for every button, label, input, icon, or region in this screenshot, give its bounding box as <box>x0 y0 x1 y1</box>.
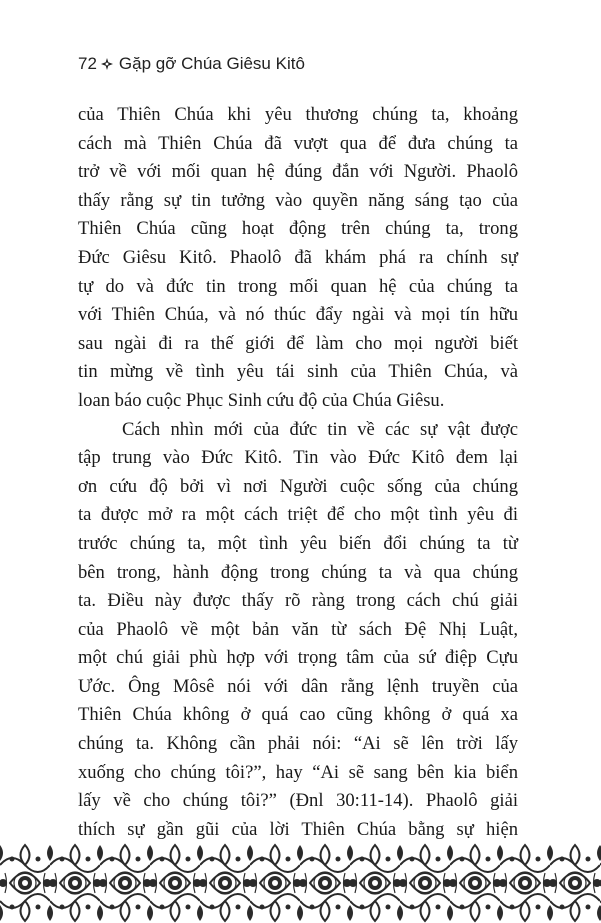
text-line: tập trung vào Đức Kitô. Tin vào Đức Kitô đem lại <box>78 447 518 469</box>
floral-border-ornament <box>0 843 601 923</box>
text-line: với Thiên Chúa, và nó thúc đẩy ngài và mọi tín hữu <box>78 304 518 326</box>
text-line: loan báo cuộc Phục Sinh cứu độ của Chúa Giêsu. <box>78 389 445 411</box>
page-number: 72 <box>78 54 97 73</box>
text-line: của Thiên Chúa khi yêu thương chúng ta, khoảng <box>78 104 518 125</box>
cross-ornament-icon <box>101 58 113 70</box>
running-header <box>78 50 305 78</box>
body-text <box>78 101 518 873</box>
running-title: Gặp gỡ Chúa Giêsu Kitô <box>118 54 305 73</box>
text-line: thích sự gần gũi của lời Thiên Chúa bằng sự hiện <box>78 818 518 840</box>
text-line: Thiên Chúa không ở quá cao cũng không ở quá xa <box>78 704 518 726</box>
text-line: lấy về cho chúng tôi?” (Đnl 30:11-14). Phaolô giải <box>78 790 518 812</box>
text-line: chúng ta. Không cần phải nói: “Ai sẽ lên trời lấy <box>78 733 518 755</box>
text-line: Thiên Chúa cũng hoạt động trên chúng ta, trong <box>78 218 518 240</box>
text-line: tin mừng về tình yêu tái sinh của Thiên Chúa, và <box>78 361 518 383</box>
text-line: trước chúng ta, một tình yêu biến đổi chúng ta từ <box>78 532 518 554</box>
text-line: Ước. Ông Môsê nói với dân rằng lệnh truyền của <box>78 675 518 697</box>
text-line: ơn cứu độ bởi vì nơi Người cuộc sống của chúng <box>78 475 518 497</box>
text-line: trở về với mối quan hệ đúng đắn với Người. Phaolô <box>78 161 518 183</box>
text-line: Cách nhìn mới của đức tin về các sự vật được <box>122 418 518 440</box>
text-line: tự do và đức tin trong mối quan hệ của chúng ta <box>78 275 518 297</box>
text-line: ta được mở ra một cách triệt để cho một tình yêu đi <box>78 504 518 526</box>
text-line: sau ngài đi ra thế giới để làm cho mọi người biết <box>78 332 518 354</box>
text-line: cách mà Thiên Chúa đã vượt qua để đưa chúng ta <box>78 132 518 154</box>
text-line: bên trong, hành động trong chúng ta và qua chúng <box>78 561 518 583</box>
text-line: một chú giải phù hợp với trọng tâm của sứ điệp Cựu <box>78 647 518 669</box>
text-line: Đức Giêsu Kitô. Phaolô đã khám phá ra chính sự <box>78 246 518 268</box>
text-line: của Phaolô về một bản văn từ sách Đệ Nhị Luật, <box>78 618 518 640</box>
text-line: xuống cho chúng tôi?”, hay “Ai sẽ sang bên kia biển <box>78 761 518 783</box>
text-line: ta. Điều này được thấy rõ ràng trong cách chú giải <box>78 590 518 612</box>
text-line: thấy rằng sự tin tưởng vào quyền năng sáng tạo của <box>78 189 518 211</box>
